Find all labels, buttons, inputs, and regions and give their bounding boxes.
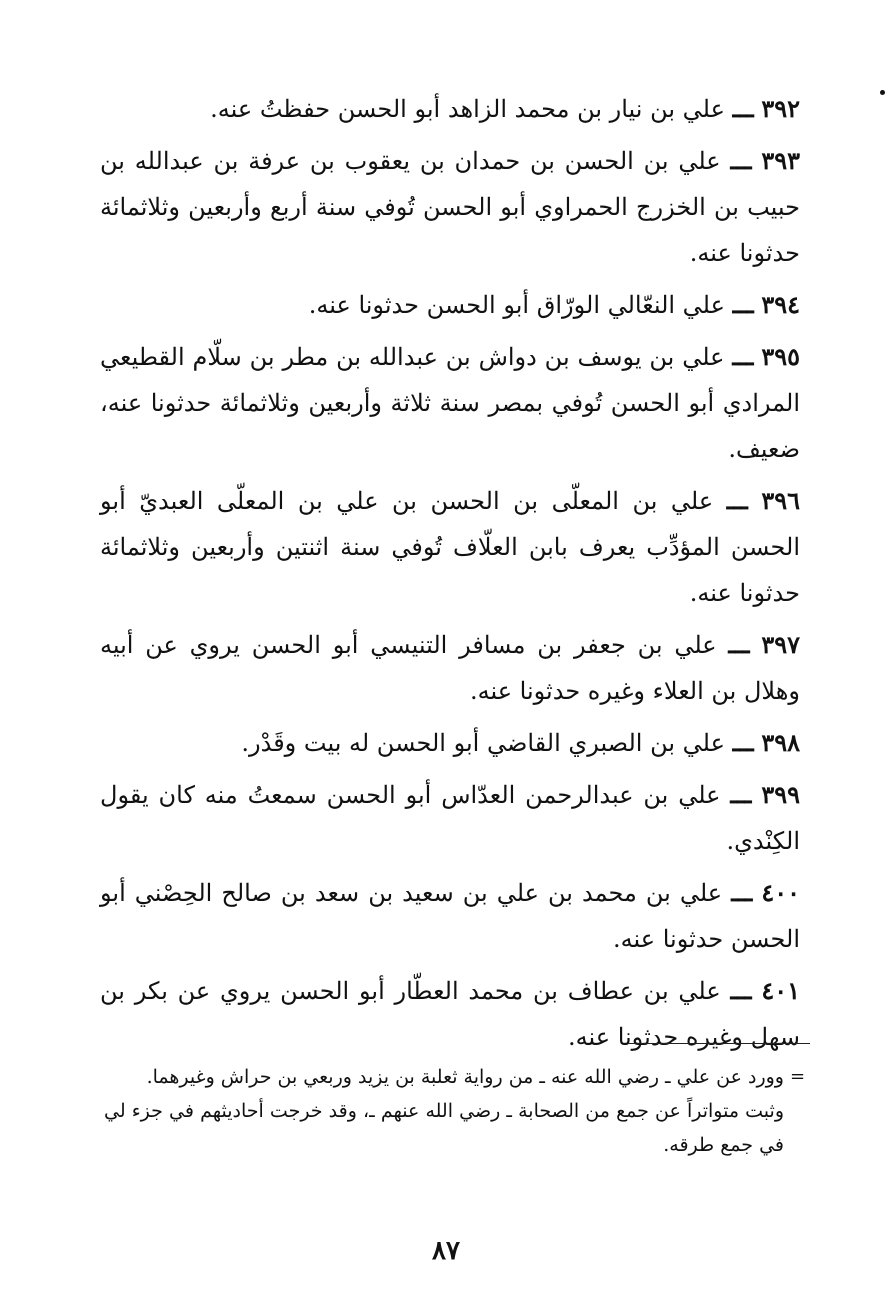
footnote-divider	[628, 1043, 810, 1044]
entry-401: ٤٠١ ـــ علي بن عطاف بن محمد العطّار أبو الحسن يروي عن بكر بن سهل وغيره حدثونا عنه.	[100, 976, 800, 1051]
entry-number: ٣٩٣	[761, 146, 800, 175]
entry-number: ٣٩٧	[761, 630, 800, 659]
entry-397: ٣٩٧ ـــ علي بن جعفر بن مسافر التنيسي أبو الحسن يروي عن أبيه وهلال بن العلاء وغيره حدثونا عنه.	[100, 630, 800, 705]
footnote-paragraph: وورد عن علي ـ رضي الله عنه ـ من رواية ثعلبة بن يزيد وربعي بن حراش وغيرهما.	[146, 1066, 784, 1088]
entry-396: ٣٩٦ ـــ علي بن المعلّى بن الحسن بن علي بن المعلّى العبديّ أبو الحسن المؤدِّب يعرف بابن العلّاف تُوفي سنة اثنتين وأربعين وثلاثمائة حدثونا عنه.	[100, 486, 800, 607]
entry-394: ٣٩٤ ـــ علي النعّالي الورّاق أبو الحسن حدثونا عنه.	[308, 290, 800, 319]
entry-number: ٣٩٢	[761, 94, 800, 123]
entry-number: ٣٩٦	[761, 486, 800, 515]
footnote-paragraph: وثبت متواتراً عن جمع من الصحابة ـ رضي الله عنهم ـ، وقد خرجت أحاديثهم في جزء لي في جمع طرقه.	[104, 1100, 784, 1156]
entry-398: ٣٩٨ ـــ علي بن الصبري القاضي أبو الحسن له بيت وقَدْر.	[241, 728, 800, 757]
entry-text: علي بن الحسن بن حمدان بن يعقوب بن عرفة بن عبدالله بن حبيب بن الخزرج الحمراوي أبو الحسن تُوفي سنة أربع وأربعين وثلاثمائة حدثونا عنه.	[100, 147, 800, 267]
entry-text: علي بن يوسف بن دواش بن عبدالله بن مطر بن سلّام القطيعي المرادي أبو الحسن تُوفي بمصر سنة ثلاثة وأربعين وثلاثمائة حدثونا عنه، ضعيف.	[100, 343, 801, 463]
entry-text: علي بن المعلّى بن الحسن بن علي بن المعلّى العبديّ أبو الحسن المؤدِّب يعرف بابن العلّاف تُوفي سنة اثنتين وأربعين وثلاثمائة حدثونا عنه.	[100, 487, 800, 607]
entry-number: ٣٩٤	[761, 290, 800, 319]
entry-393: ٣٩٣ ـــ علي بن الحسن بن حمدان بن يعقوب بن عرفة بن عبدالله بن حبيب بن الخزرج الحمراوي أبو الحسن تُوفي سنة أربع وأربعين وثلاثمائة حدثونا عنه.	[100, 146, 800, 267]
entries-list	[100, 86, 800, 1066]
entry-number: ٣٩٨	[761, 728, 800, 757]
entry-text: علي بن نيار بن محمد الزاهد أبو الحسن حفظتُ عنه.	[210, 95, 725, 123]
entry-392: ٣٩٢ ـــ علي بن نيار بن محمد الزاهد أبو الحسن حفظتُ عنه.	[210, 94, 800, 123]
footnote-continuation-mark: =	[790, 1066, 806, 1087]
entry-text: علي النعّالي الورّاق أبو الحسن حدثونا عنه.	[308, 291, 725, 319]
footnote	[104, 1060, 784, 1162]
entry-text: علي بن محمد بن علي بن سعيد بن سعد بن صالح الحِصْني أبو الحسن حدثونا عنه.	[100, 879, 800, 953]
page-number: ٨٧	[432, 1236, 460, 1266]
margin-mark	[880, 90, 885, 95]
entry-text: علي بن عبدالرحمن العدّاس أبو الحسن سمعتُ منه كان يقول الكِنْدي.	[100, 781, 800, 855]
entry-text: علي بن عطاف بن محمد العطّار أبو الحسن يروي عن بكر بن سهل وغيره حدثونا عنه.	[100, 977, 800, 1051]
entry-399: ٣٩٩ ـــ علي بن عبدالرحمن العدّاس أبو الحسن سمعتُ منه كان يقول الكِنْدي.	[100, 780, 800, 855]
entry-number: ٤٠٠	[761, 878, 800, 907]
entry-number: ٣٩٥	[761, 342, 800, 371]
entry-number: ٣٩٩	[761, 780, 800, 809]
entry-400: ٤٠٠ ـــ علي بن محمد بن علي بن سعيد بن سعد بن صالح الحِصْني أبو الحسن حدثونا عنه.	[100, 878, 800, 953]
entry-395: ٣٩٥ ـــ علي بن يوسف بن دواش بن عبدالله بن مطر بن سلّام القطيعي المرادي أبو الحسن تُوفي بمصر سنة ثلاثة وأربعين وثلاثمائة حدثونا عنه، ضعيف.	[100, 342, 801, 463]
entry-text: علي بن الصبري القاضي أبو الحسن له بيت وقَدْر.	[241, 729, 725, 757]
entry-number: ٤٠١	[761, 976, 800, 1005]
entry-text: علي بن جعفر بن مسافر التنيسي أبو الحسن يروي عن أبيه وهلال بن العلاء وغيره حدثونا عنه.	[100, 631, 800, 705]
